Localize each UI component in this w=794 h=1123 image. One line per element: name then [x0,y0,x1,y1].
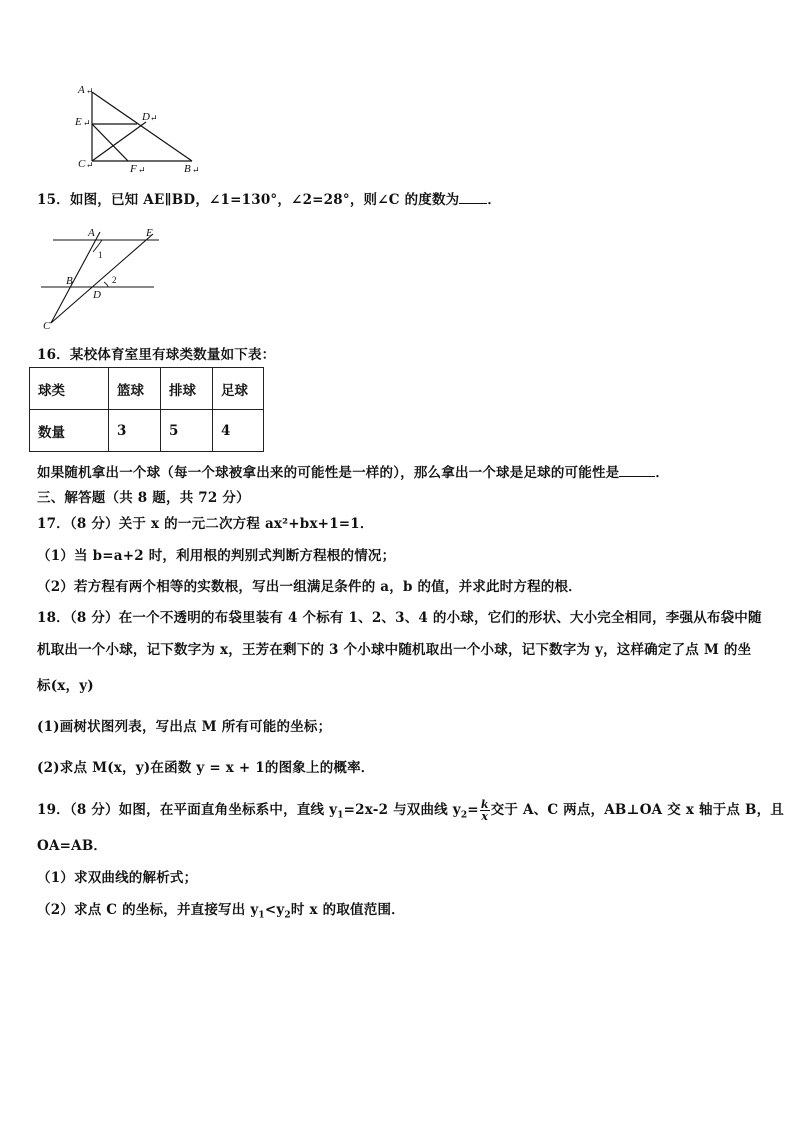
section-title: 三、解答题（共 8 题，共 72 分） [37,490,250,506]
question-18-line2: 机取出一个小球，记下数字为 x，王芳在剩下的 3 个小球中随机取出一个小球，记下数字为 y，这样确定了点 M 的坐 [37,642,752,658]
angle-1-label: 1 [98,250,103,260]
question-16-intro: 16．某校体育室里有球类数量如下表： [37,347,276,363]
return-mark-icon: ↵ [138,165,146,175]
q19-text: =2x-2 与双曲线 y [343,802,461,818]
q19-text: <y [264,902,285,918]
table-cell: 篮球 [109,368,161,410]
question-17-part2: （2）若方程有两个相等的实数根，写出一组满足条件的 a，b 的值，并求此时方程的根． [37,579,582,595]
q15-end: ． [487,192,502,208]
q15-text: 15．如图，已知 AE∥BD，∠1=130°，∠2=28°，则∠C 的度数为 [37,192,460,208]
label-D: D [93,289,101,301]
table-row [30,410,264,452]
subscript: 1 [337,810,344,821]
table-cell: 足球 [213,368,264,410]
angle-2-label: 2 [112,275,117,285]
subscript: 2 [460,810,468,821]
label-E: E [75,116,82,128]
question-17-part1: （1）当 b=a+2 时，利用根的判别式判断方程根的情况； [37,548,396,564]
label-C: C [43,320,51,332]
return-mark-icon: ↵ [86,86,94,96]
question-15 [37,188,501,208]
label-A: A [78,84,85,96]
label-D: D [142,111,150,123]
table-cell: 球类 [30,368,109,410]
label-E: E [146,227,153,239]
question-19-line1 [37,798,784,822]
question-19-line2: OA=AB． [37,838,108,854]
q19-text: 交于 A、C 两点，AB⊥OA 交 x 轴于点 B，且 [490,802,784,818]
label-C: C [78,158,86,170]
parallel-lines-figure [38,222,168,334]
table-cell: 数量 [30,410,109,452]
return-mark-icon: ↵ [86,160,94,170]
table-cell: 5 [161,410,213,452]
question-18-line3: 标(x，y) [37,678,94,694]
fraction-denominator: x [481,810,489,823]
question-17-stem: 17．（8 分）关于 x 的一元二次方程 ax²+bx+1=1． [37,516,374,532]
ball-count-table [29,367,264,452]
answer-blank [619,464,655,477]
fraction-k-over-x [480,799,490,822]
question-18-part2: (2)求点 M(x，y)在函数 y = x + 1的图象上的概率． [37,760,375,776]
q19-text: 时 x 的取值范围． [290,902,405,918]
question-18-part1: (1)画树状图列表，写出点 M 所有可能的坐标； [37,719,332,735]
label-B: B [184,163,191,175]
q19-text: = [467,802,479,818]
return-mark-icon: ↵ [83,118,91,128]
subscript: 1 [258,910,265,921]
q16-end: ． [655,465,670,481]
return-mark-icon: ↵ [150,113,158,123]
question-16-prompt [37,461,669,481]
table-cell: 排球 [161,368,213,410]
label-B: B [66,275,73,287]
q19-text: （2）求点 C 的坐标，并直接写出 y [37,902,259,918]
label-A: A [88,227,95,239]
table-row [30,368,264,410]
question-19-part2 [37,898,405,921]
table-cell: 4 [213,410,264,452]
fraction-numerator: k [480,798,489,811]
return-mark-icon: ↵ [192,165,200,175]
q19-text: 19．（8 分）如图，在平面直角坐标系中，直线 y [37,802,338,818]
subscript: 2 [284,910,291,921]
triangle-figure [70,80,210,180]
table-cell: 3 [109,410,161,452]
label-F: F [130,163,137,175]
question-19-part1: （1）求双曲线的解析式； [37,870,198,886]
answer-blank [459,191,487,204]
q16-text: 如果随机拿出一个球（每一个球被拿出来的可能性是一样的），那么拿出一个球是足球的可能性是 [37,465,620,481]
question-18-line1: 18．（8 分）在一个不透明的布袋里装有 4 个标有 1、2、3、4 的小球，它们的形状、大小完全相同，李强从布袋中随 [37,610,762,626]
